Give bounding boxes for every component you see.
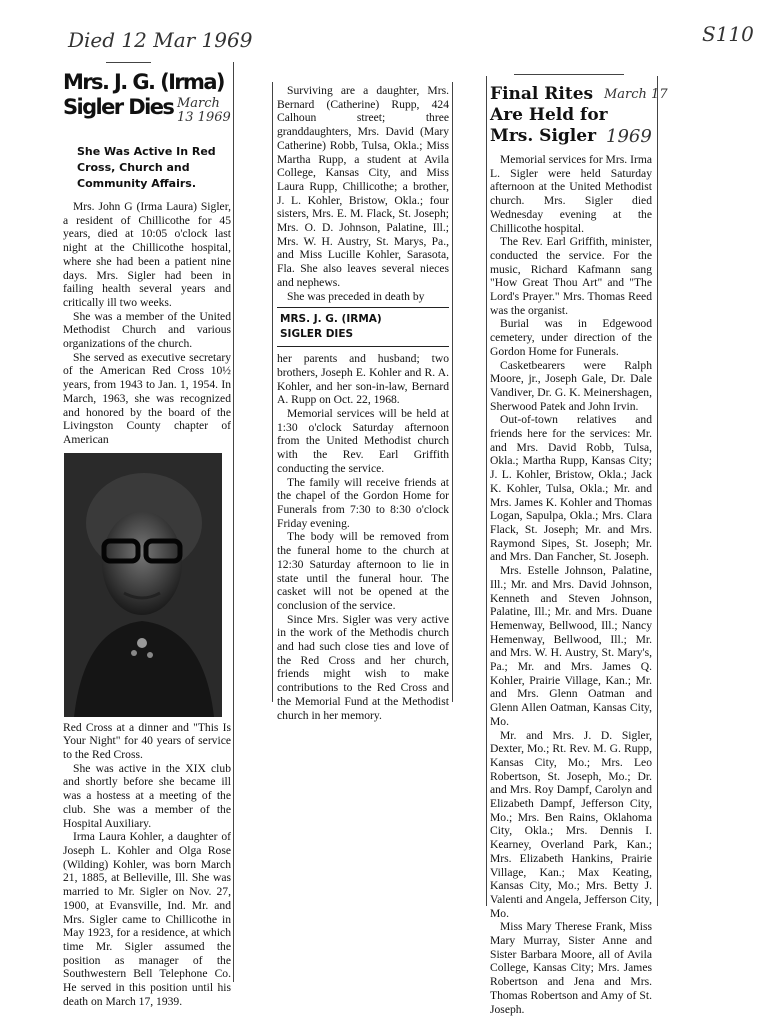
paragraph: She served as executive secretary of the American Red Cross 10½ years, from 1943 to Jan. 1, 1954. In March, 1963, she was recognized and honored by the board of the Livingston County chapter of American xyxy=(63,350,231,446)
article-obituary xyxy=(63,70,231,1008)
paragraph: She was a member of the United Methodist Church and various organizations of the church. xyxy=(63,309,231,351)
article-body-top xyxy=(277,84,449,303)
paragraph: Red Cross at a dinner and "This Is Your Night" for 40 years of service to the Red Cross. xyxy=(63,720,231,762)
continued-headline-box xyxy=(277,307,449,347)
headline-line-2: Are Held for xyxy=(490,105,608,125)
column-rule xyxy=(657,76,658,906)
paragraph: She was preceded in death by xyxy=(287,289,425,303)
paragraph: Memorial services will be held at 1:30 o'clock Saturday afternoon from the United Methodist church with the Rev. Earl Griffith conducting the service. xyxy=(277,407,449,475)
paragraph: Memorial services for Mrs. Irma L. Sigler were held Saturday afternoon at the United Methodist church. Mrs. Sigler died Wednesday evening at the Chillicothe hospital. xyxy=(490,153,652,235)
paragraph: Irma Laura Kohler, a daughter of Joseph L. Kohler and Olga Rose (Wilding) Kohler, was born March 21, 1885, at Belleville, Ill. She was married to Mr. Sigler on Nov. 27, 1900, at Evansville, Ind. Mr. and Mrs. Sigler came to Chillicothe in May 1923, for a residence, at which time Mr. Sigler assumed the position as manager of the Southwestern Bell Telephone Co. He served in this position until his death on March 17, 1939. xyxy=(63,830,231,1008)
handwritten-death-date: Died 12 Mar 1969 xyxy=(68,28,253,52)
continued-headline-line-1: MRS. J. G. (IRMA) xyxy=(280,313,382,326)
handwritten-year: 1969 xyxy=(606,126,652,147)
article-body-bottom xyxy=(63,721,231,1009)
paragraph: The family will receive friends at the chapel of the Gordon Home for Funerals from 7:30 to 8:30 o'clock Friday evening. xyxy=(277,475,449,530)
headline-line-2: Sigler Dies xyxy=(63,95,174,119)
headline-line-1: Final Rites xyxy=(490,84,594,104)
headline-line-1: Mrs. J. G. (Irma) xyxy=(63,70,224,94)
divider xyxy=(106,62,151,63)
handwritten-reference-number: S110 xyxy=(702,22,754,46)
handwritten-article-date: March 13 1969 xyxy=(177,96,231,125)
paragraph: Casketbearers were Ralph Moore, jr., Joseph Gale, Dr. Dale Vandiver, Dr. G. K. Meinershagen, Sherwood Patek and John Irvin. xyxy=(490,358,652,413)
subheadline: She Was Active In Red Cross, Church and Community Affairs. xyxy=(77,145,216,190)
paragraph: Mrs. John G (Irma Laura) Sigler, a resident of Chillicothe for 45 years, died at 10:05 o'clock last night at the Chillicothe hospital, where she had been a patient nine days. Mrs. Sigler had been in failing health several years and critically ill two weeks. xyxy=(63,200,231,309)
paragraph: Miss Mary Therese Frank, Miss Mary Murray, Sister Anne and Sister Barbara Moore, all of Avila College, Kansas City; Mrs. James Robertson and Jena and Mrs. Thomas Robertson and Amy of St. Joseph. xyxy=(490,920,652,1016)
paragraph: her parents and husband; two brothers, Joseph E. Kohler and R. A. Kohler, and her son-in-law, Bernard A. Rupp on Oct. 22, 1968. xyxy=(277,352,449,407)
paragraph: Mrs. Estelle Johnson, Palatine, Ill.; Mr. and Mrs. David Johnson, Kenneth and Steven Johnson, Palatine, Ill.; Mr. and Mrs. Duane Hemenway, Bellwood, Ill.; Nancy Hemenway, Bellwood, Ill.; Mr. and Mrs. W. H. Austry, St. Mary's, Pa.; Mr. and Mrs. James Q. Kohler, Prairie Village, Kan.; Mr. and Mrs. Glenn Oatman and Glenn Allen Oatman, Kansas City, Mo. xyxy=(490,564,652,728)
paragraph: The Rev. Earl Griffith, minister, conducted the service. For the music, Richard Kafmann sang "How Great Thou Art" and "The Lord's Prayer." Mrs. Thomas Reed was the organist. xyxy=(490,235,652,317)
divider xyxy=(514,74,624,75)
paragraph: Out-of-town relatives and friends here for the services: Mr. and Mrs. David Robb, Tulsa, Okla.; Martha Rupp, Kansas City; J. L. Kohler, Bristow, Okla.; Jack K. Kohler, Tulsa, Okla.; Mr. and Mrs. James K. Kohler and Thomas Logan, Sapulpa, Okla.; Mrs. Clara Flack, St. Joseph; Mr. and Mrs. Raymond Sipes, St. Joseph; Mr. and Mrs. Dan Fancher, St. Joseph. xyxy=(490,413,652,564)
article-body xyxy=(490,153,652,1016)
paragraph: She was active in the XIX club and shortly before she became ill was a hostess at a meeting of the club. She was a member of the Hospital Auxiliary. xyxy=(63,761,231,830)
column-rule xyxy=(452,82,453,702)
paragraph: Mr. and Mrs. J. D. Sigler, Dexter, Mo.; Rt. Rev. M. G. Rupp, Kansas City, Mo.; Mrs. Leo Robertson, St. Joseph, Mo.; Dr. and Mrs. Roy Dampf, Carolyn and Elizabeth Dampf, Jefferson City, Mo.; Mrs. Ben Rains, Oklahoma City, Okla.; Mrs. Dennis I. Kearney, Overland Park, Kan.; Mrs. Elizabeth Hankins, Prairie Village, Kan.; Max Keating, Kansas City, Mo.; Mrs. Betty J. Valenti and Angela, Jefferson City, Mo. xyxy=(490,728,652,920)
column-rule xyxy=(486,76,487,906)
paragraph: Burial was in Edgewood cemetery, under direction of the Gordon Home for Funerals. xyxy=(490,317,652,358)
article-continuation xyxy=(277,84,449,722)
paragraph: Surviving are a daughter, Mrs. Bernard (Catherine) Rupp, 424 Calhoun street; three granddaughters, Mrs. David (Mary Catherine) Robb, Tulsa, Okla.; Miss Martha Rupp, a student at Avila College, Kansas City, and Miss Laura Rupp, Chillicothe; a brother, J. L. Kohler, Bristow, Okla.; four sisters, Mrs. E. M. Flack, St. Joseph; Mrs. O. D. Johnson, Palatine, Ill.; Mrs. W. H. Austry, St. Marys, Pa., and Miss Lucille Kohler, Sarasota, Fla. She also leaves several nieces and nephews. xyxy=(277,84,449,289)
article-body-bottom xyxy=(277,352,449,722)
article-body-top xyxy=(63,200,231,447)
paragraph: Since Mrs. Sigler was very active in the work of the Methodis church and had such close ties and love of the Red Cross and her church, friends might wish to make contributions to the Red Cross and the Memorial Fund at the Methodist church in her memory. xyxy=(277,612,449,722)
article-final-rites xyxy=(490,84,668,1016)
paragraph: The body will be removed from the funeral home to the church at 12:30 Saturday afternoon to lie in state until the funeral hour. The casket will not be opened at the conclusion of the service. xyxy=(277,530,449,612)
column-rule xyxy=(272,82,273,702)
continued-headline-line-2: SIGLER DIES xyxy=(280,328,354,341)
portrait-photo xyxy=(64,453,222,717)
headline-line-3: Mrs. Sigler xyxy=(490,126,597,146)
column-rule xyxy=(233,62,234,982)
handwritten-month: March 17 xyxy=(604,87,668,102)
